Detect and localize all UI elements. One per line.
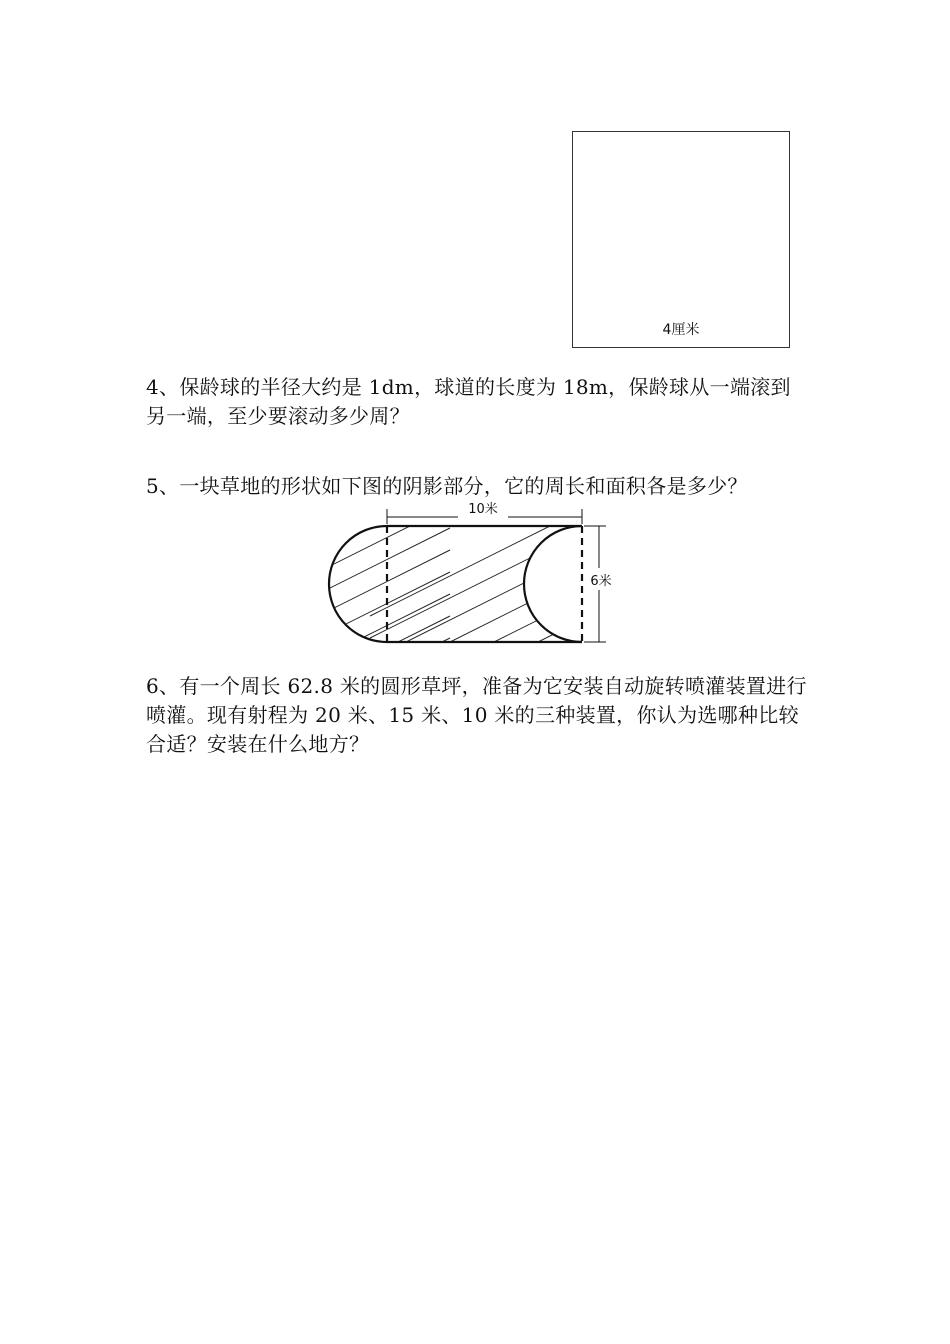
lawn-outline [329, 526, 582, 642]
lawn-figure [320, 497, 630, 652]
question-5: 5、一块草地的形状如下图的阴影部分，它的周长和面积各是多少？ [146, 474, 748, 498]
width-label: 6米 [590, 574, 612, 589]
question-4: 4、保龄球的半径大约是 1dm，球道的长度为 18m，保龄球从一端滚到另一端，至少要滚动多少周？ [146, 375, 791, 428]
length-label: 10米 [468, 502, 498, 517]
hatch-lines [320, 497, 630, 652]
question-6: 6、有一个周长 62.8 米的圆形草坪，准备为它安装自动旋转喷灌装置进行喷灌。现有射程为 20 米、15 米、10 米的三种装置，你认为选哪种比较合适？安装在什么地方？ [146, 674, 807, 756]
square-figure [572, 131, 790, 348]
square-side-label: 4厘米 [662, 322, 700, 338]
